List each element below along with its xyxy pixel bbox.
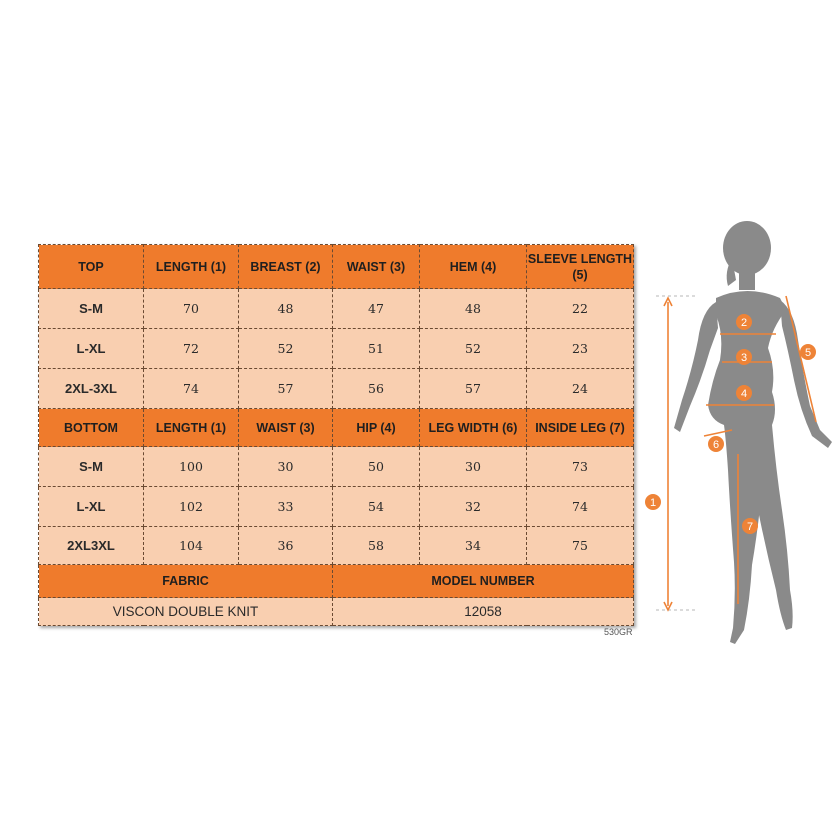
bottom-header-cell: INSIDE LEG (7) [527, 409, 634, 447]
table-cell: 57 [239, 369, 333, 409]
table-cell: 48 [420, 289, 527, 329]
top-header-cell: LENGTH (1) [144, 245, 239, 289]
size-label: 2XL-3XL [39, 369, 144, 409]
table-row [39, 329, 634, 369]
table-cell: 51 [333, 329, 420, 369]
svg-text:6: 6 [712, 439, 720, 451]
table-row [39, 527, 634, 565]
table-cell: 23 [527, 329, 634, 369]
svg-text:1: 1 [649, 497, 657, 509]
svg-text:4: 4 [740, 388, 748, 400]
top-header-cell: WAIST (3) [333, 245, 420, 289]
model-number-label: MODEL NUMBER [333, 565, 634, 598]
model-number-value: 12058 [333, 598, 634, 626]
marker-1 [645, 494, 661, 510]
size-label: L-XL [39, 329, 144, 369]
product-code: 530GR [604, 627, 633, 637]
marker-3 [736, 349, 752, 365]
size-label: S-M [39, 447, 144, 487]
top-header-row [39, 245, 634, 289]
size-label: 2XL3XL [39, 527, 144, 565]
marker-5 [800, 344, 816, 360]
top-header-cell: TOP [39, 245, 144, 289]
table-cell: 104 [144, 527, 239, 565]
table-cell: 47 [333, 289, 420, 329]
table-row [39, 487, 634, 527]
fabric-value-row [39, 598, 634, 626]
bottom-header-cell: LENGTH (1) [144, 409, 239, 447]
fabric-label: FABRIC [39, 565, 333, 598]
svg-text:5: 5 [804, 347, 812, 359]
table-cell: 33 [239, 487, 333, 527]
table-cell: 34 [420, 527, 527, 565]
table-cell: 32 [420, 487, 527, 527]
fabric-value: VISCON DOUBLE KNIT [39, 598, 333, 626]
table-cell: 57 [420, 369, 527, 409]
svg-text:2: 2 [740, 317, 748, 329]
marker-4 [736, 385, 752, 401]
table-cell: 56 [333, 369, 420, 409]
size-chart-table [38, 244, 634, 626]
table-cell: 54 [333, 487, 420, 527]
bottom-header-cell: WAIST (3) [239, 409, 333, 447]
table-cell: 75 [527, 527, 634, 565]
table-cell: 72 [144, 329, 239, 369]
table-cell: 22 [527, 289, 634, 329]
body-silhouette [674, 221, 832, 644]
table-cell: 52 [420, 329, 527, 369]
top-header-cell: HEM (4) [420, 245, 527, 289]
svg-text:3: 3 [740, 352, 748, 364]
marker-2 [736, 314, 752, 330]
table-cell: 70 [144, 289, 239, 329]
marker-7 [742, 518, 758, 534]
table-cell: 50 [333, 447, 420, 487]
table-row [39, 447, 634, 487]
fabric-header-row [39, 565, 634, 598]
table-cell: 58 [333, 527, 420, 565]
table-cell: 24 [527, 369, 634, 409]
bottom-header-row [39, 409, 634, 447]
bottom-header-cell: BOTTOM [39, 409, 144, 447]
table-cell: 74 [144, 369, 239, 409]
table-cell: 30 [420, 447, 527, 487]
table-cell: 100 [144, 447, 239, 487]
bottom-header-cell: HIP (4) [333, 409, 420, 447]
table-cell: 74 [527, 487, 634, 527]
size-label: L-XL [39, 487, 144, 527]
table-cell: 102 [144, 487, 239, 527]
measurement-figure [640, 210, 840, 660]
marker-6 [708, 436, 724, 452]
table-row [39, 369, 634, 409]
table-cell: 48 [239, 289, 333, 329]
table-cell: 73 [527, 447, 634, 487]
table-row [39, 289, 634, 329]
svg-text:7: 7 [746, 521, 754, 533]
table-cell: 52 [239, 329, 333, 369]
bottom-header-cell: LEG WIDTH (6) [420, 409, 527, 447]
top-header-cell: BREAST (2) [239, 245, 333, 289]
top-header-cell: SLEEVE LENGTH (5) [527, 245, 634, 289]
table-cell: 30 [239, 447, 333, 487]
table-cell: 36 [239, 527, 333, 565]
size-label: S-M [39, 289, 144, 329]
